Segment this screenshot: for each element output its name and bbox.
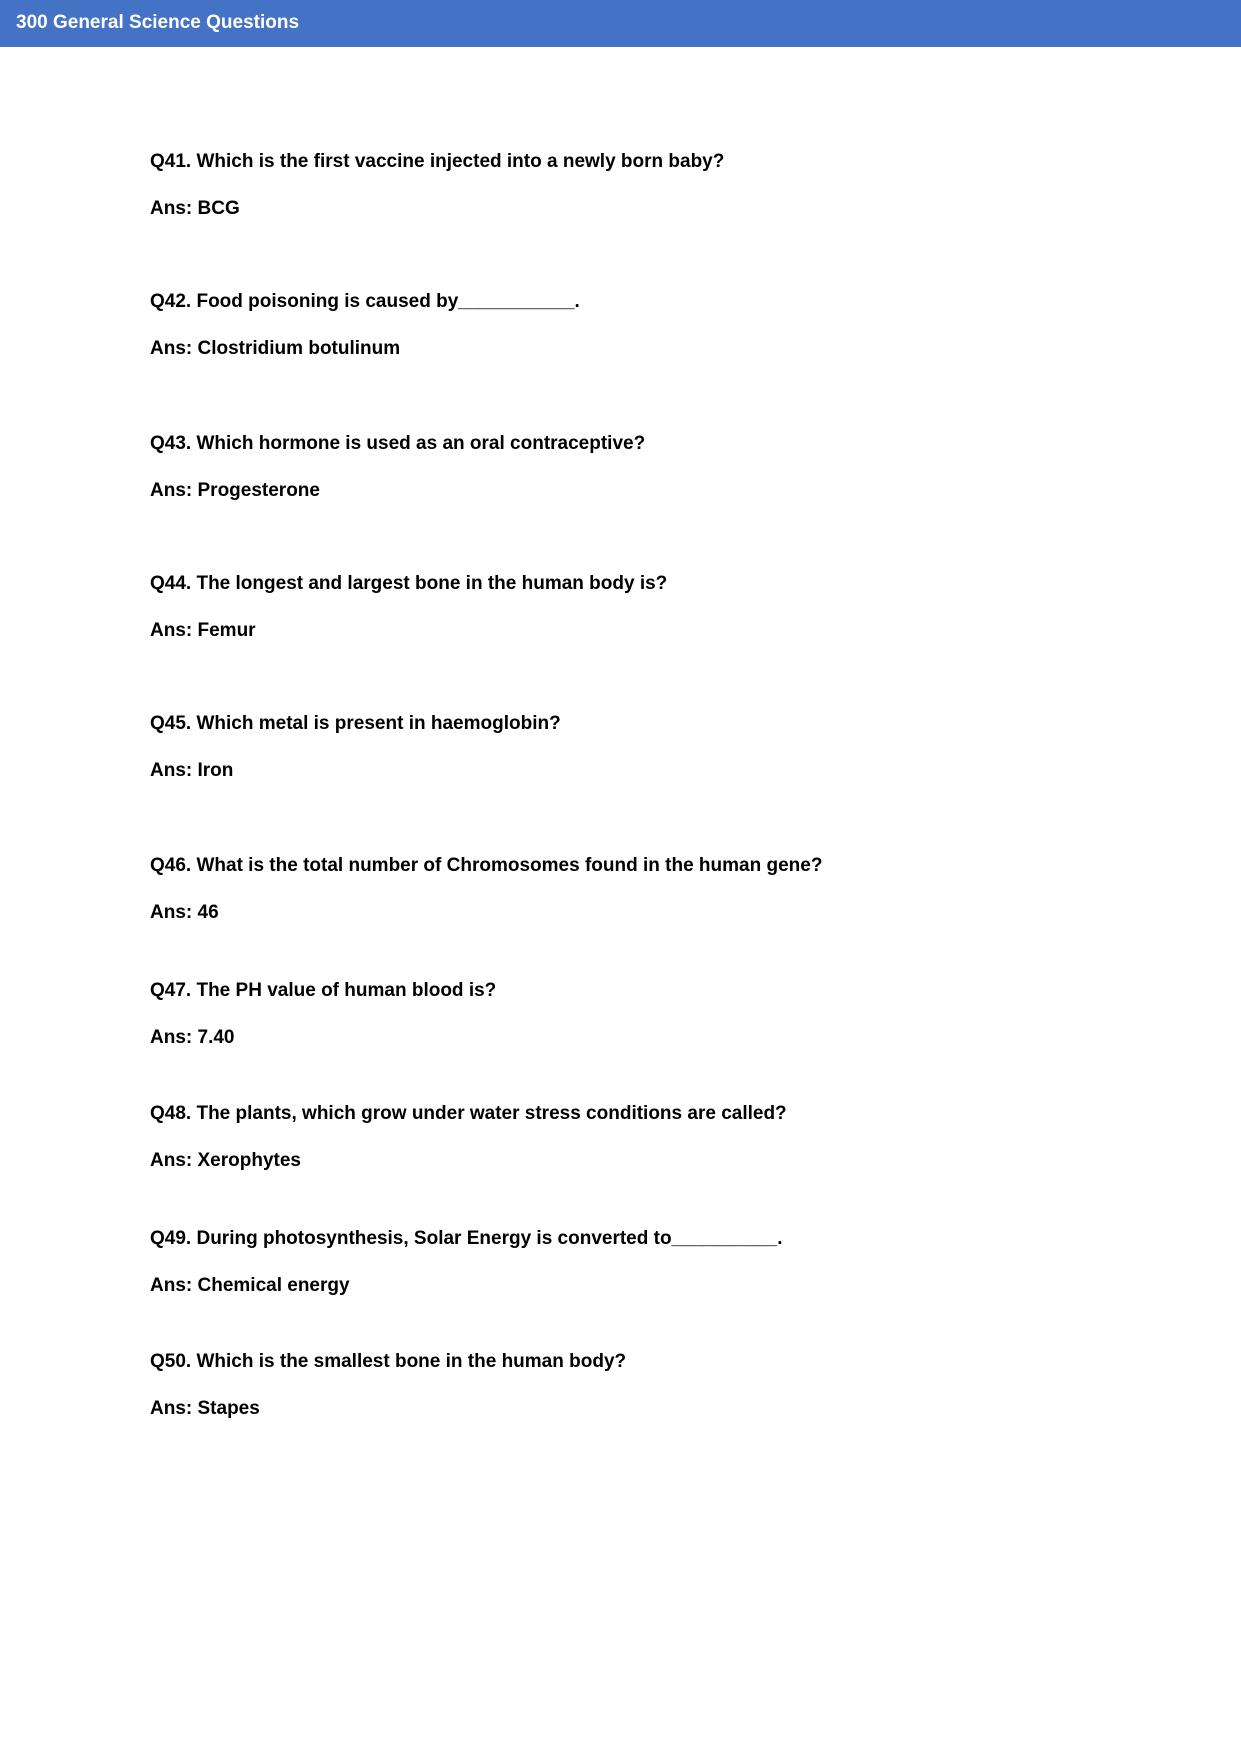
qa-item xyxy=(150,291,580,359)
answer: Ans: Stapes xyxy=(150,1398,260,1419)
answer: Ans: Chemical energy xyxy=(150,1275,350,1296)
qa-item xyxy=(150,980,497,1048)
question: Q45. Which metal is present in haemoglobin? xyxy=(150,713,561,734)
answer: Ans: Iron xyxy=(150,760,234,781)
header-title: 300 General Science Questions xyxy=(16,12,300,33)
qa-item xyxy=(150,1228,783,1296)
qa-item xyxy=(150,433,646,501)
question: Q48. The plants, which grow under water stress conditions are called? xyxy=(150,1103,787,1124)
qa-item xyxy=(150,855,823,923)
qa-item xyxy=(150,713,561,781)
answer: Ans: Femur xyxy=(150,620,256,641)
answer: Ans: Progesterone xyxy=(150,480,320,501)
answer: Ans: Xerophytes xyxy=(150,1150,301,1171)
answer: Ans: 7.40 xyxy=(150,1027,235,1048)
question: Q46. What is the total number of Chromosomes found in the human gene? xyxy=(150,855,823,876)
question: Q41. Which is the first vaccine injected into a newly born baby? xyxy=(150,151,725,172)
question: Q49. During photosynthesis, Solar Energy is converted to__________. xyxy=(150,1228,783,1249)
question: Q42. Food poisoning is caused by___________. xyxy=(150,291,580,312)
page-header xyxy=(0,0,1241,47)
qa-item xyxy=(150,1103,787,1171)
question: Q50. Which is the smallest bone in the human body? xyxy=(150,1351,627,1372)
question: Q44. The longest and largest bone in the human body is? xyxy=(150,573,668,594)
answer: Ans: 46 xyxy=(150,902,219,923)
answer: Ans: BCG xyxy=(150,198,240,219)
qa-item xyxy=(150,151,725,219)
answer: Ans: Clostridium botulinum xyxy=(150,338,401,359)
qa-item xyxy=(150,573,668,641)
qa-item xyxy=(150,1351,627,1419)
question: Q47. The PH value of human blood is? xyxy=(150,980,497,1001)
question: Q43. Which hormone is used as an oral contraceptive? xyxy=(150,433,646,454)
